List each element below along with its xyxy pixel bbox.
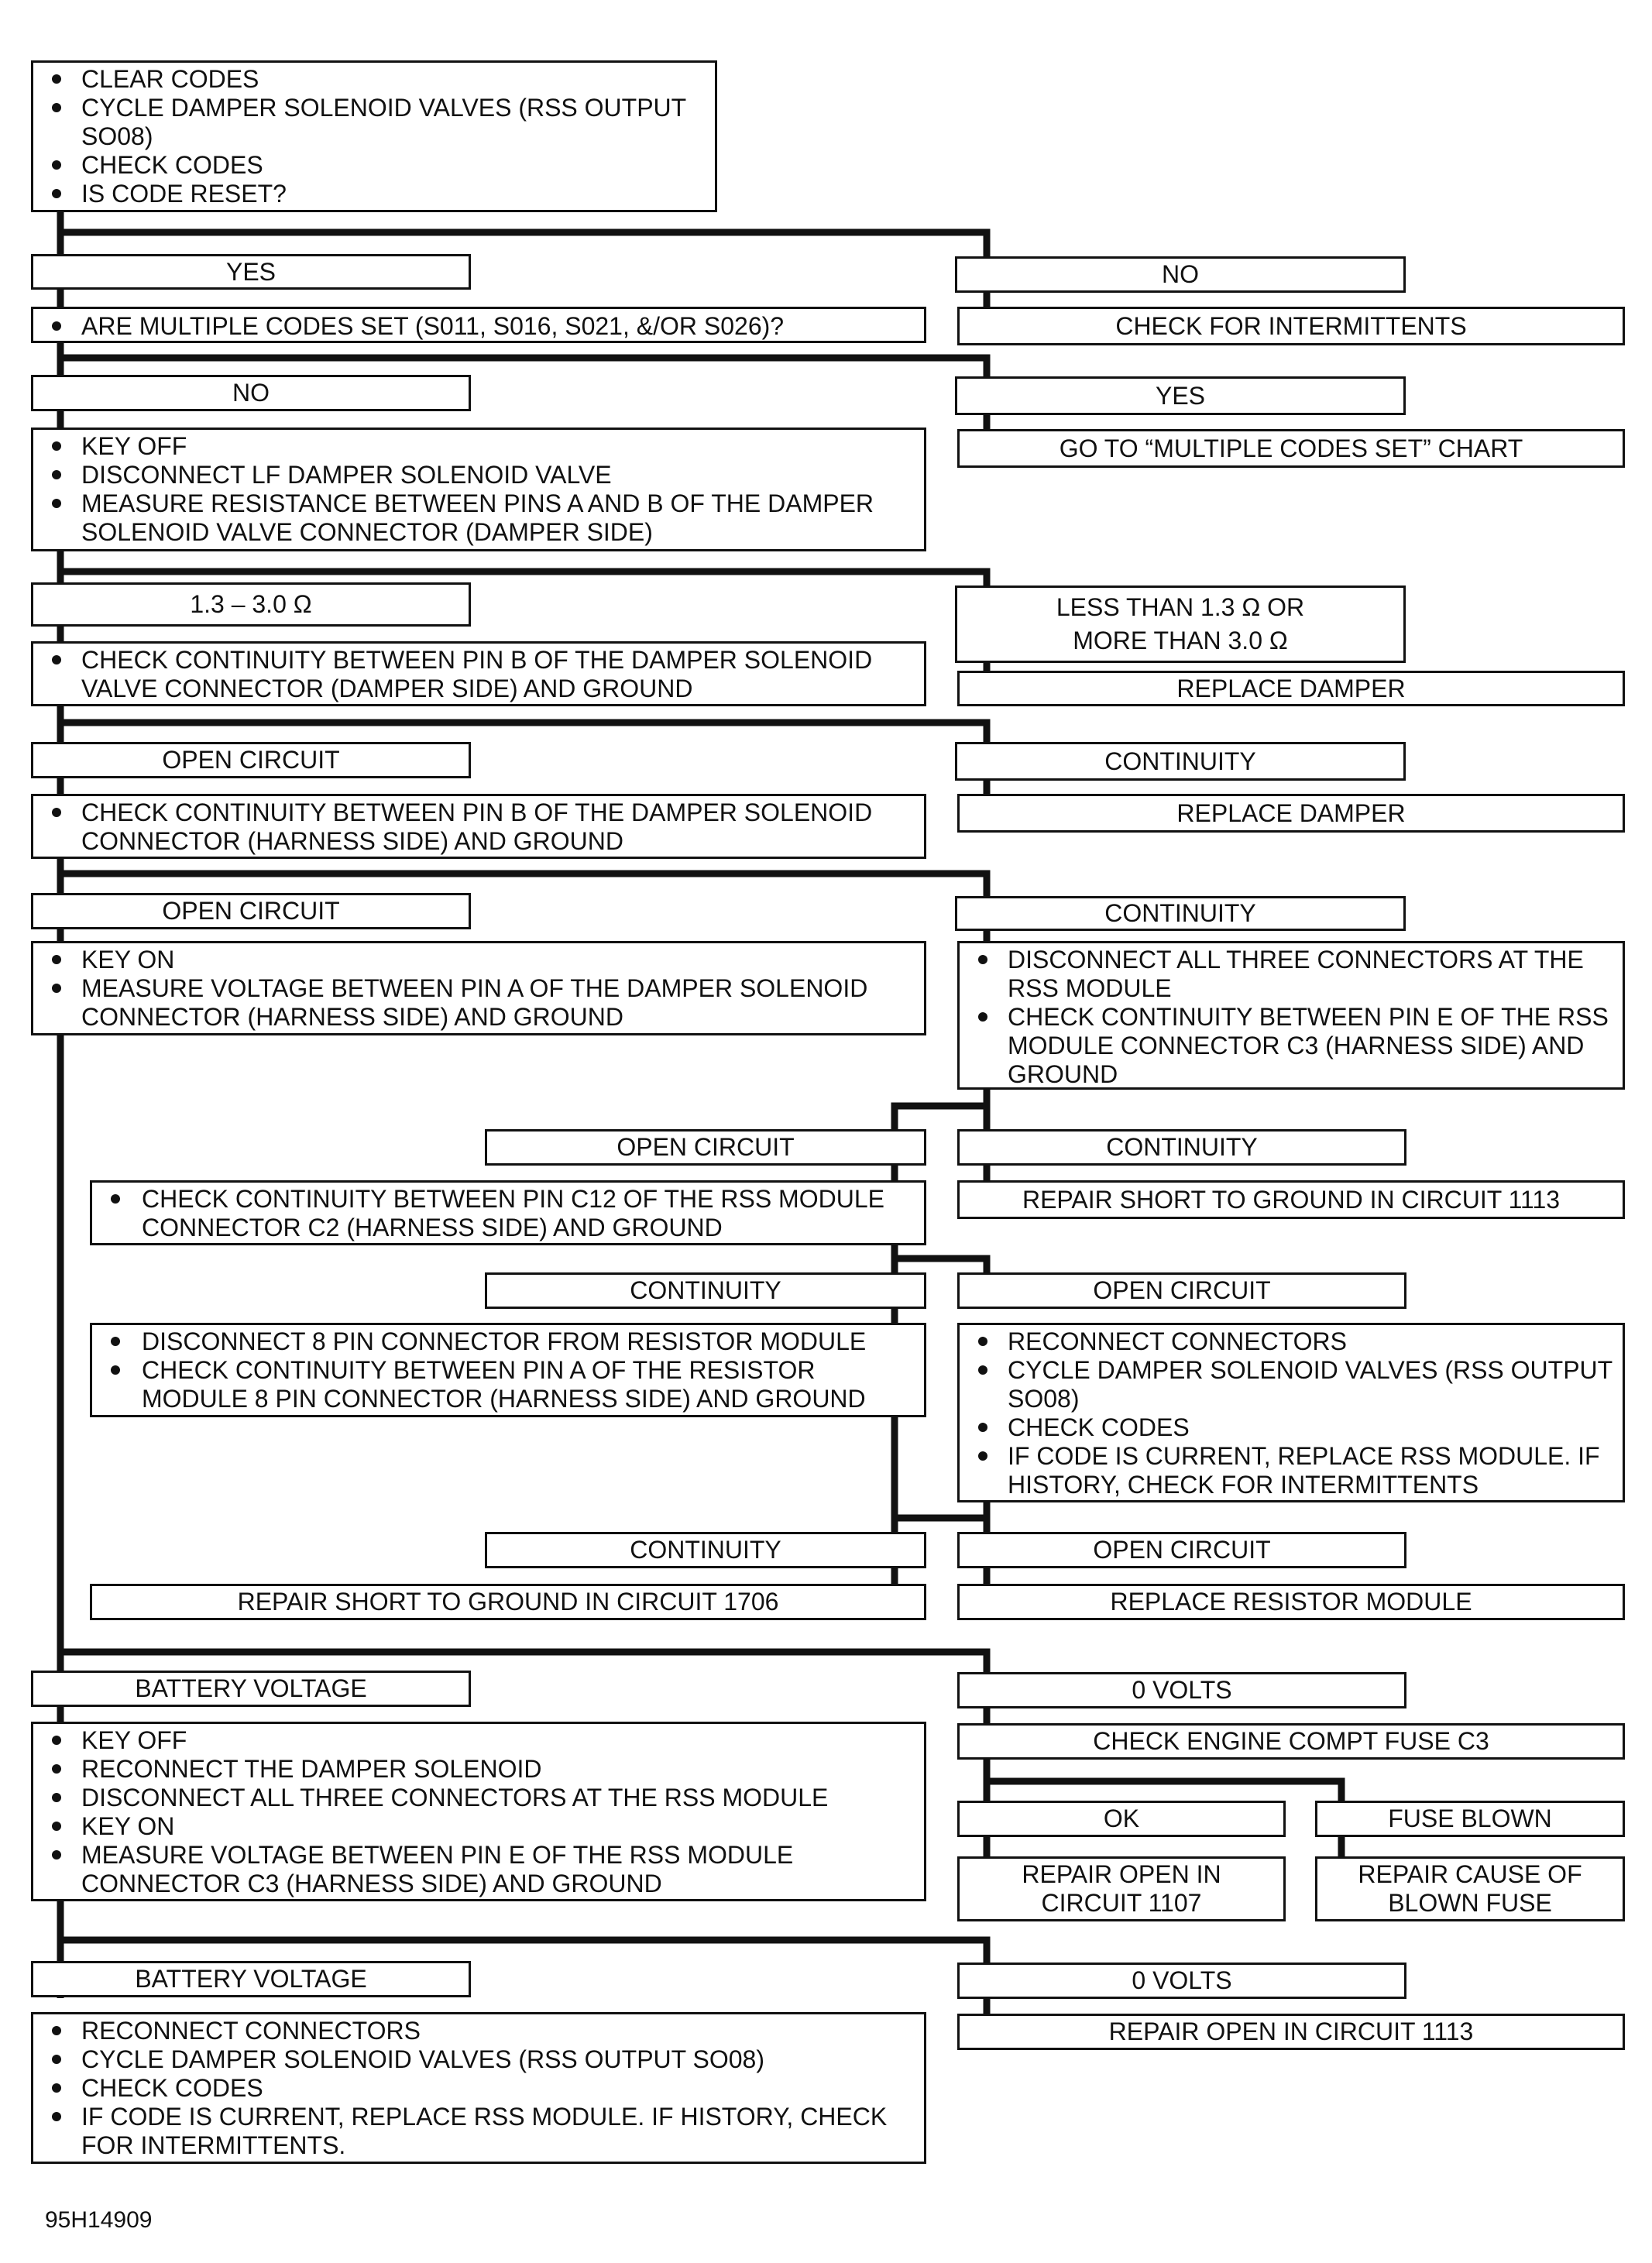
goto-multiple-codes-chart-box: GO TO “MULTIPLE CODES SET” CHART — [957, 429, 1625, 468]
step1-no-label: NO — [955, 256, 1406, 293]
step3-item: DISCONNECT LF DAMPER SOLENOID VALVE — [50, 461, 916, 489]
step1-item: CYCLE DAMPER SOLENOID VALVES (RSS OUTPUT SO08) — [50, 94, 707, 151]
step4-item: CHECK CONTINUITY BETWEEN PIN B OF THE DAMPER SOLENOID VALVE CONNECTOR (DAMPER SIDE) AND GROUND — [50, 646, 916, 703]
step12-item: IF CODE IS CURRENT, REPLACE RSS MODULE. IF HISTORY, CHECK FOR INTERMITTENTS. — [50, 2103, 916, 2160]
step11-item: KEY OFF — [50, 1726, 916, 1755]
repair-1107-line1: REPAIR OPEN IN — [1022, 1860, 1221, 1888]
repair-1107-line2: CIRCUIT 1107 — [1041, 1889, 1202, 1917]
branch-line — [987, 1758, 1341, 1801]
repair-fuse-line1: REPAIR CAUSE OF — [1358, 1860, 1582, 1888]
step7-item: DISCONNECT ALL THREE CONNECTORS AT THE RSS MODULE — [977, 946, 1615, 1003]
resistance-bad-line1: LESS THAN 1.3 Ω OR — [1056, 593, 1305, 621]
step12-item: CHECK CODES — [50, 2074, 916, 2103]
step1-yes-label: YES — [31, 254, 471, 290]
branch-line — [60, 723, 987, 742]
repair-short-1706-box: REPAIR SHORT TO GROUND IN CIRCUIT 1706 — [90, 1584, 926, 1620]
step8-item: CHECK CONTINUITY BETWEEN PIN C12 OF THE RSS MODULE CONNECTOR C2 (HARNESS SIDE) AND GROUND — [109, 1185, 916, 1242]
step3-item: MEASURE RESISTANCE BETWEEN PINS A AND B OF THE DAMPER SOLENOID VALVE CONNECTOR (DAMPER SIDE) — [50, 489, 916, 547]
step2-item: ARE MULTIPLE CODES SET (S011, S016, S021, &/OR S026)? — [50, 312, 784, 341]
step9-item: DISCONNECT 8 PIN CONNECTOR FROM RESISTOR MODULE — [109, 1327, 916, 1356]
step11-zero-volts-label: 0 VOLTS — [957, 1963, 1406, 1999]
resistance-bad-line2: MORE THAN 3.0 Ω — [1073, 627, 1288, 654]
step12-box — [31, 2012, 926, 2164]
step4-box — [31, 641, 926, 706]
check-fuse-c3-box: CHECK ENGINE COMPT FUSE C3 — [957, 1723, 1625, 1760]
step11-box — [31, 1722, 926, 1901]
repair-open-1113-box: REPAIR OPEN IN CIRCUIT 1113 — [957, 2014, 1625, 2050]
fuse-ok-label: OK — [957, 1801, 1286, 1837]
step4-continuity-label: CONTINUITY — [955, 742, 1406, 781]
step1-item: IS CODE RESET? — [50, 180, 707, 208]
step8-open-label: OPEN CIRCUIT — [957, 1272, 1406, 1309]
step2-yes-label: YES — [955, 376, 1406, 415]
replace-damper-box-1: REPLACE DAMPER — [957, 671, 1625, 706]
step9-open-label: OPEN CIRCUIT — [957, 1532, 1406, 1568]
step3-item: KEY OFF — [50, 432, 916, 461]
resistance-bad-label — [955, 585, 1406, 663]
step7-open-label: OPEN CIRCUIT — [485, 1129, 926, 1166]
step9-continuity-label: CONTINUITY — [485, 1532, 926, 1568]
step3-box — [31, 428, 926, 551]
branch-line — [60, 358, 987, 376]
step1-item: CHECK CODES — [50, 151, 707, 180]
check-intermittents-box: CHECK FOR INTERMITTENTS — [957, 307, 1625, 345]
step1-item: CLEAR CODES — [50, 65, 707, 94]
step7-item: CHECK CONTINUITY BETWEEN PIN E OF THE RSS MODULE CONNECTOR C3 (HARNESS SIDE) AND GROUND — [977, 1003, 1615, 1089]
step11-item: DISCONNECT ALL THREE CONNECTORS AT THE RSS MODULE — [50, 1784, 916, 1812]
branch-line — [895, 1243, 987, 1272]
step6-item: KEY ON — [50, 946, 916, 974]
step12-item: RECONNECT CONNECTORS — [50, 2017, 916, 2045]
step6-battery-voltage-label: BATTERY VOLTAGE — [31, 1671, 471, 1707]
step10-item: CHECK CODES — [977, 1413, 1615, 1442]
step11-item: RECONNECT THE DAMPER SOLENOID — [50, 1755, 916, 1784]
step7-box — [957, 941, 1625, 1090]
branch-line — [895, 1086, 987, 1129]
step1-box — [31, 60, 717, 212]
step2-box — [31, 307, 926, 343]
step11-battery-voltage-label: BATTERY VOLTAGE — [31, 1961, 471, 1997]
step11-item: MEASURE VOLTAGE BETWEEN PIN E OF THE RSS MODULE CONNECTOR C3 (HARNESS SIDE) AND GROUND — [50, 1841, 916, 1898]
step10-item: CYCLE DAMPER SOLENOID VALVES (RSS OUTPUT SO08) — [977, 1356, 1615, 1413]
resistance-ok-label: 1.3 – 3.0 Ω — [31, 582, 471, 627]
repair-blown-fuse-box — [1315, 1856, 1625, 1921]
step5-open-label: OPEN CIRCUIT — [31, 893, 471, 929]
step5-item: CHECK CONTINUITY BETWEEN PIN B OF THE DAMPER SOLENOID CONNECTOR (HARNESS SIDE) AND GROUND — [50, 798, 916, 856]
step8-box — [90, 1180, 926, 1245]
step9-box — [90, 1323, 926, 1417]
repair-fuse-line2: BLOWN FUSE — [1388, 1889, 1552, 1917]
step2-no-label: NO — [31, 375, 471, 411]
step8-continuity-label: CONTINUITY — [485, 1272, 926, 1309]
step9-item: CHECK CONTINUITY BETWEEN PIN A OF THE RESISTOR MODULE 8 PIN CONNECTOR (HARNESS SIDE) AND GROUND — [109, 1356, 916, 1413]
step10-item: IF CODE IS CURRENT, REPLACE RSS MODULE. IF HISTORY, CHECK FOR INTERMITTENTS — [977, 1442, 1615, 1499]
step5-continuity-label: CONTINUITY — [955, 896, 1406, 931]
figure-id: 95H14909 — [45, 2207, 153, 2233]
step11-item: KEY ON — [50, 1812, 916, 1841]
repair-open-1107-box — [957, 1856, 1286, 1921]
step10-box — [957, 1323, 1625, 1502]
step6-item: MEASURE VOLTAGE BETWEEN PIN A OF THE DAMPER SOLENOID CONNECTOR (HARNESS SIDE) AND GROUND — [50, 974, 916, 1032]
step10-item: RECONNECT CONNECTORS — [977, 1327, 1615, 1356]
step6-zero-volts-label: 0 VOLTS — [957, 1672, 1406, 1708]
step12-item: CYCLE DAMPER SOLENOID VALVES (RSS OUTPUT SO08) — [50, 2045, 916, 2074]
replace-damper-box-2: REPLACE DAMPER — [957, 794, 1625, 833]
step6-box — [31, 941, 926, 1035]
replace-resistor-module-box: REPLACE RESISTOR MODULE — [957, 1584, 1625, 1620]
step5-box — [31, 794, 926, 859]
repair-short-1113-box: REPAIR SHORT TO GROUND IN CIRCUIT 1113 — [957, 1180, 1625, 1219]
step7-continuity-label: CONTINUITY — [957, 1129, 1406, 1166]
fuse-blown-label: FUSE BLOWN — [1315, 1801, 1625, 1837]
step4-open-label: OPEN CIRCUIT — [31, 742, 471, 778]
